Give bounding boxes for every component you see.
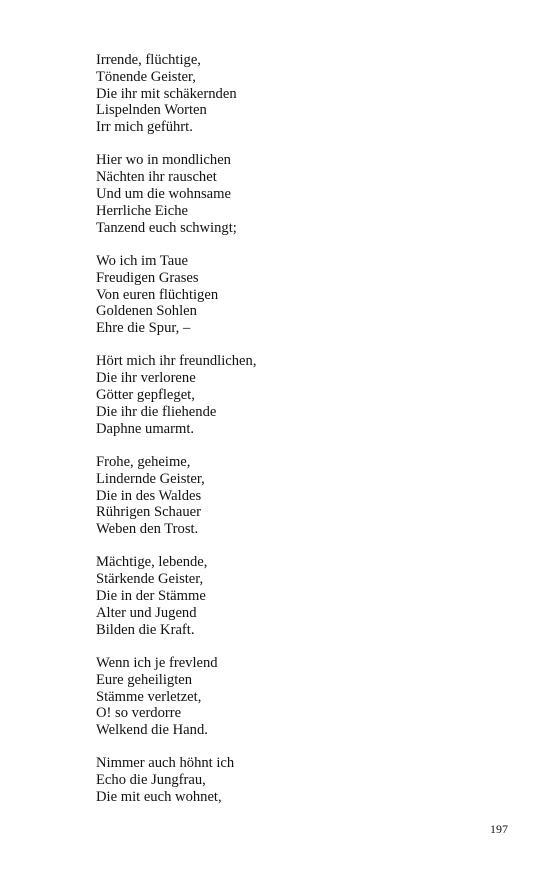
poem-line: Nimmer auch höhnt ich: [96, 755, 235, 772]
poem-text: [96, 52, 516, 822]
poem-line: Die in des Waldes: [96, 487, 202, 504]
poem-line: Und um die wohnsame: [96, 186, 231, 203]
stanza-4: [96, 353, 516, 437]
stanza-5: [96, 454, 516, 538]
stanza-2: [96, 152, 516, 236]
poem-line: Die ihr die fliehende: [96, 403, 217, 420]
poem-line: Herrliche Eiche: [96, 202, 188, 219]
stanza-8: [96, 755, 516, 805]
poem-line: Tanzend euch schwingt;: [96, 219, 237, 236]
poem-line: Die ihr mit schäkernden: [96, 85, 237, 102]
poem-line: Götter gepfleget,: [96, 387, 195, 404]
poem-line: Ehre die Spur, –: [96, 320, 191, 337]
stanza-3: [96, 253, 516, 337]
stanza-7: [96, 655, 516, 739]
poem-line: Alter und Jugend: [96, 604, 197, 621]
page-number: 197: [490, 822, 508, 836]
poem-line: Wenn ich je frevlend: [96, 654, 218, 671]
stanza-6: [96, 554, 516, 638]
poem-line: Lispelnden Worten: [96, 102, 207, 119]
poem-line: Weben den Trost.: [96, 521, 199, 538]
poem-line: Daphne umarmt.: [96, 420, 195, 437]
poem-line: Rührigen Schauer: [96, 504, 201, 521]
poem-line: Mächtige, lebende,: [96, 554, 208, 571]
poem-line: Stämme verletzet,: [96, 688, 202, 705]
poem-line: Welkend die Hand.: [96, 722, 208, 739]
poem-line: Stärkende Geister,: [96, 571, 204, 588]
poem-line: Die mit euch wohnet,: [96, 788, 222, 805]
stanza-1: [96, 52, 516, 136]
poem-line: Lindernde Geister,: [96, 470, 205, 487]
poem-line: Bilden die Kraft.: [96, 621, 195, 638]
poem-line: Irrende, flüchtige,: [96, 52, 201, 68]
poem-line: Eure geheiligten: [96, 671, 193, 688]
poem-line: Frohe, geheime,: [96, 453, 191, 470]
poem-line: Irr mich geführt.: [96, 119, 193, 136]
poem-line: Die ihr verlorene: [96, 370, 196, 387]
poem-line: Hört mich ihr freundlichen,: [96, 353, 257, 370]
poem-line: Goldenen Sohlen: [96, 303, 197, 320]
poem-line: Nächten ihr rauschet: [96, 169, 217, 186]
poem-line: Tönende Geister,: [96, 68, 196, 85]
poem-line: Wo ich im Taue: [96, 252, 188, 269]
poem-line: Echo die Jungfrau,: [96, 772, 206, 789]
poem-line: Freudigen Grases: [96, 269, 199, 286]
poem-line: Von euren flüchtigen: [96, 286, 219, 303]
poem-line: Die in der Stämme: [96, 588, 206, 605]
poem-line: Hier wo in mondlichen: [96, 152, 231, 169]
poem-line: O! so verdorre: [96, 705, 182, 722]
